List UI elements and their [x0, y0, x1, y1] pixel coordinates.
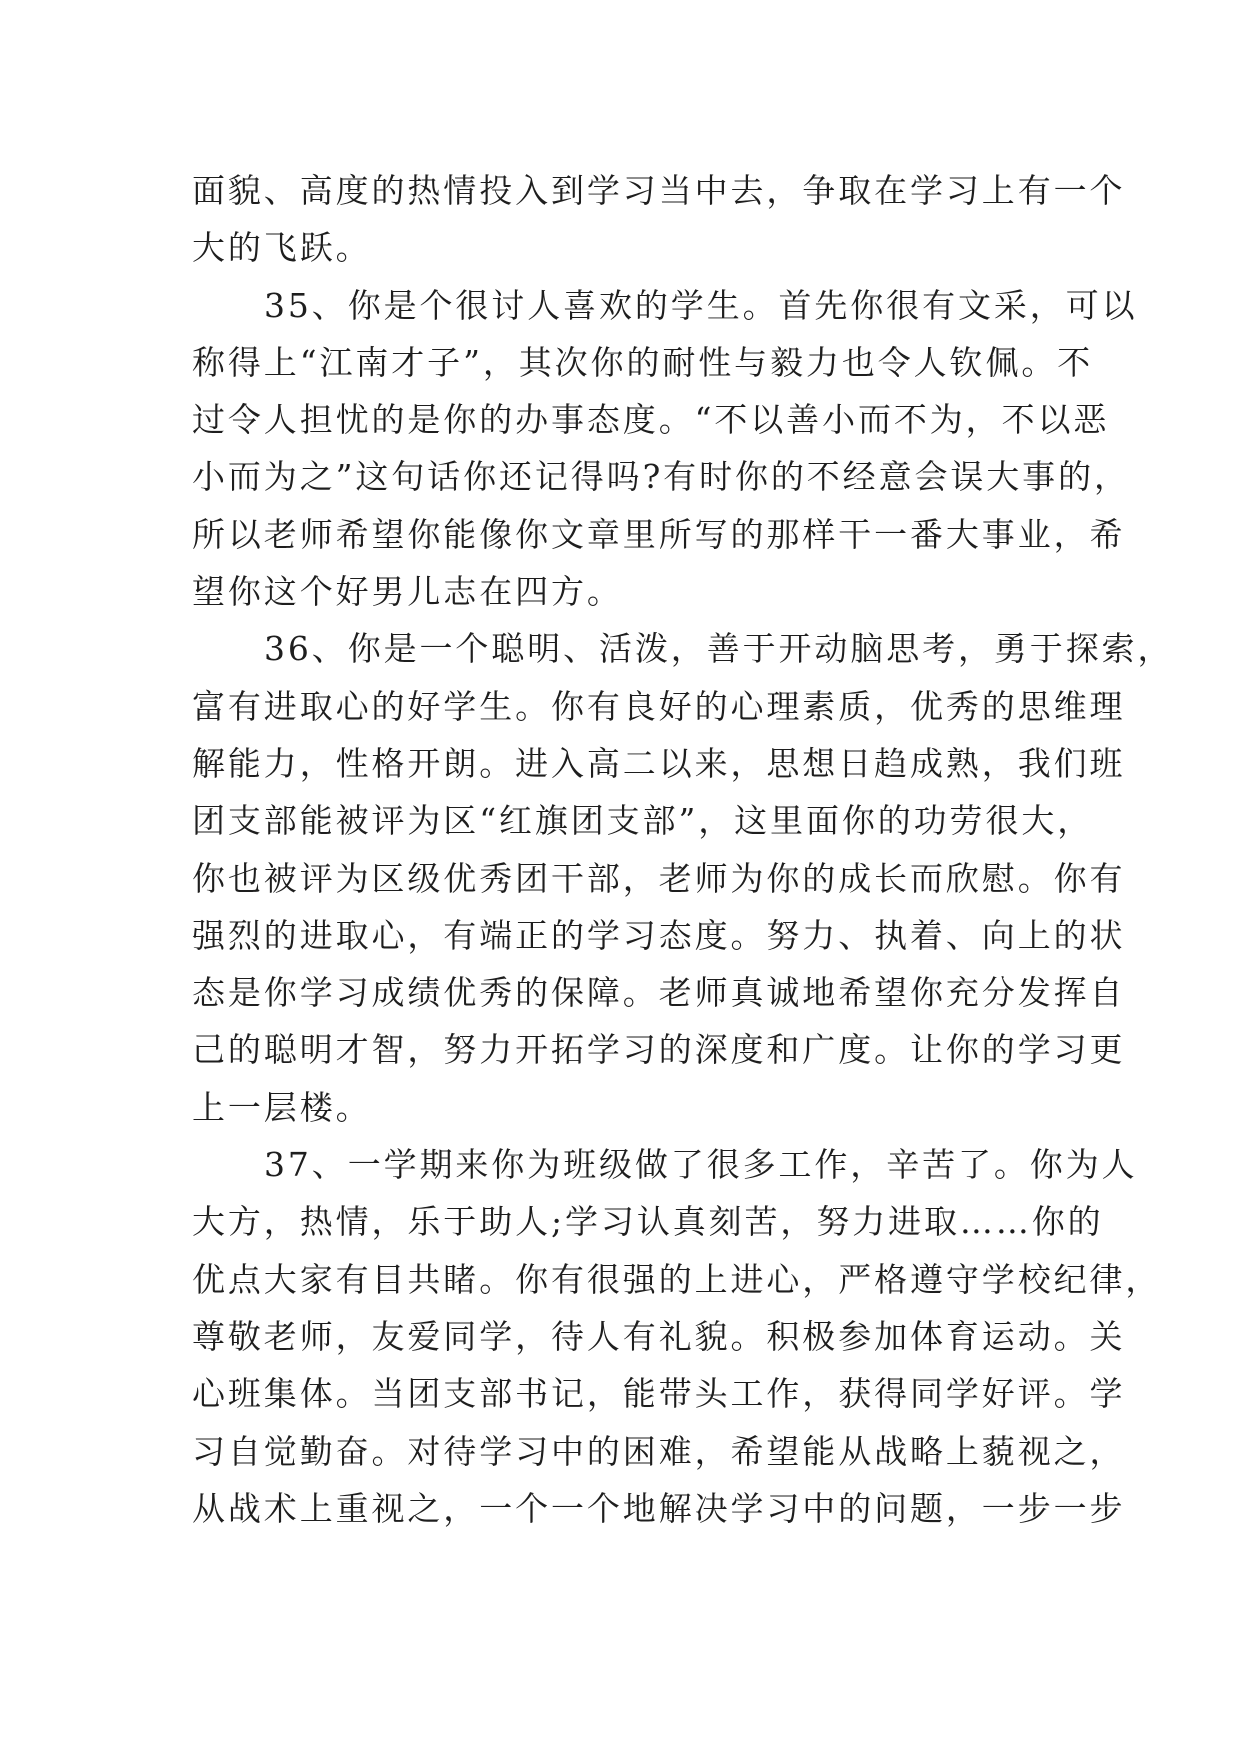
text-line: 你也被评为区级优秀团干部，老师为你的成长而欣慰。你有	[192, 858, 1126, 898]
text-line: 37、一学期来你为班级做了很多工作，辛苦了。你为人	[264, 1145, 1138, 1185]
text-line: 团支部能被评为区“红旗团支部”，这里面你的功劳很大，	[192, 801, 1094, 841]
text-line: 小而为之”这句话你还记得吗?有时你的不经意会误大事的，	[192, 457, 1130, 497]
text-line: 大方，热情，乐于助人;学习认真刻苦，努力进取……你的	[192, 1202, 1104, 1242]
text-line: 尊敬老师，友爱同学，待人有礼貌。积极参加体育运动。关	[192, 1316, 1126, 1356]
paragraph-35	[192, 277, 1138, 621]
text-line: 望你这个好男儿志在四方。	[192, 572, 623, 612]
text-line: 大的飞跃。	[192, 228, 372, 268]
text-line: 上一层楼。	[192, 1087, 372, 1127]
text-line: 从战术上重视之，一个一个地解决学习中的问题，一步一步	[192, 1488, 1126, 1528]
text-line: 心班集体。当团支部书记，能带头工作，获得同学好评。学	[192, 1374, 1126, 1414]
text-line: 己的聪明才智，努力开拓学习的深度和广度。让你的学习更	[192, 1030, 1126, 1070]
text-line: 强烈的进取心，有端正的学习态度。努力、执着、向上的状	[192, 915, 1126, 955]
text-line: 优点大家有目共睹。你有很强的上进心，严格遵守学校纪律，	[192, 1259, 1162, 1299]
text-line: 35、你是个很讨人喜欢的学生。首先你很有文采，可以	[264, 285, 1138, 325]
text-line: 36、你是一个聪明、活泼，善于开动脑思考，勇于探索，	[264, 629, 1174, 669]
text-line: 所以老师希望你能像你文章里所写的那样干一番大事业，希	[192, 514, 1126, 554]
paragraph-36	[192, 620, 1174, 1136]
paragraph-37	[192, 1136, 1162, 1537]
text-line: 富有进取心的好学生。你有良好的心理素质，优秀的思维理	[192, 686, 1126, 726]
text-line: 称得上“江南才子”，其次你的耐性与毅力也令人钦佩。不	[192, 342, 1094, 382]
text-line: 态是你学习成绩优秀的保障。老师真诚地希望你充分发挥自	[192, 973, 1126, 1013]
document-body	[192, 162, 1174, 1537]
text-line: 面貌、高度的热情投入到学习当中去，争取在学习上有一个	[192, 171, 1126, 210]
text-line: 解能力，性格开朗。进入高二以来，思想日趋成熟，我们班	[192, 743, 1126, 783]
paragraph-34-continuation	[192, 162, 1126, 277]
text-line: 过令人担忧的是你的办事态度。“不以善小而不为，不以恶	[192, 400, 1110, 440]
text-line: 习自觉勤奋。对待学习中的困难，希望能从战略上藐视之，	[192, 1431, 1126, 1471]
